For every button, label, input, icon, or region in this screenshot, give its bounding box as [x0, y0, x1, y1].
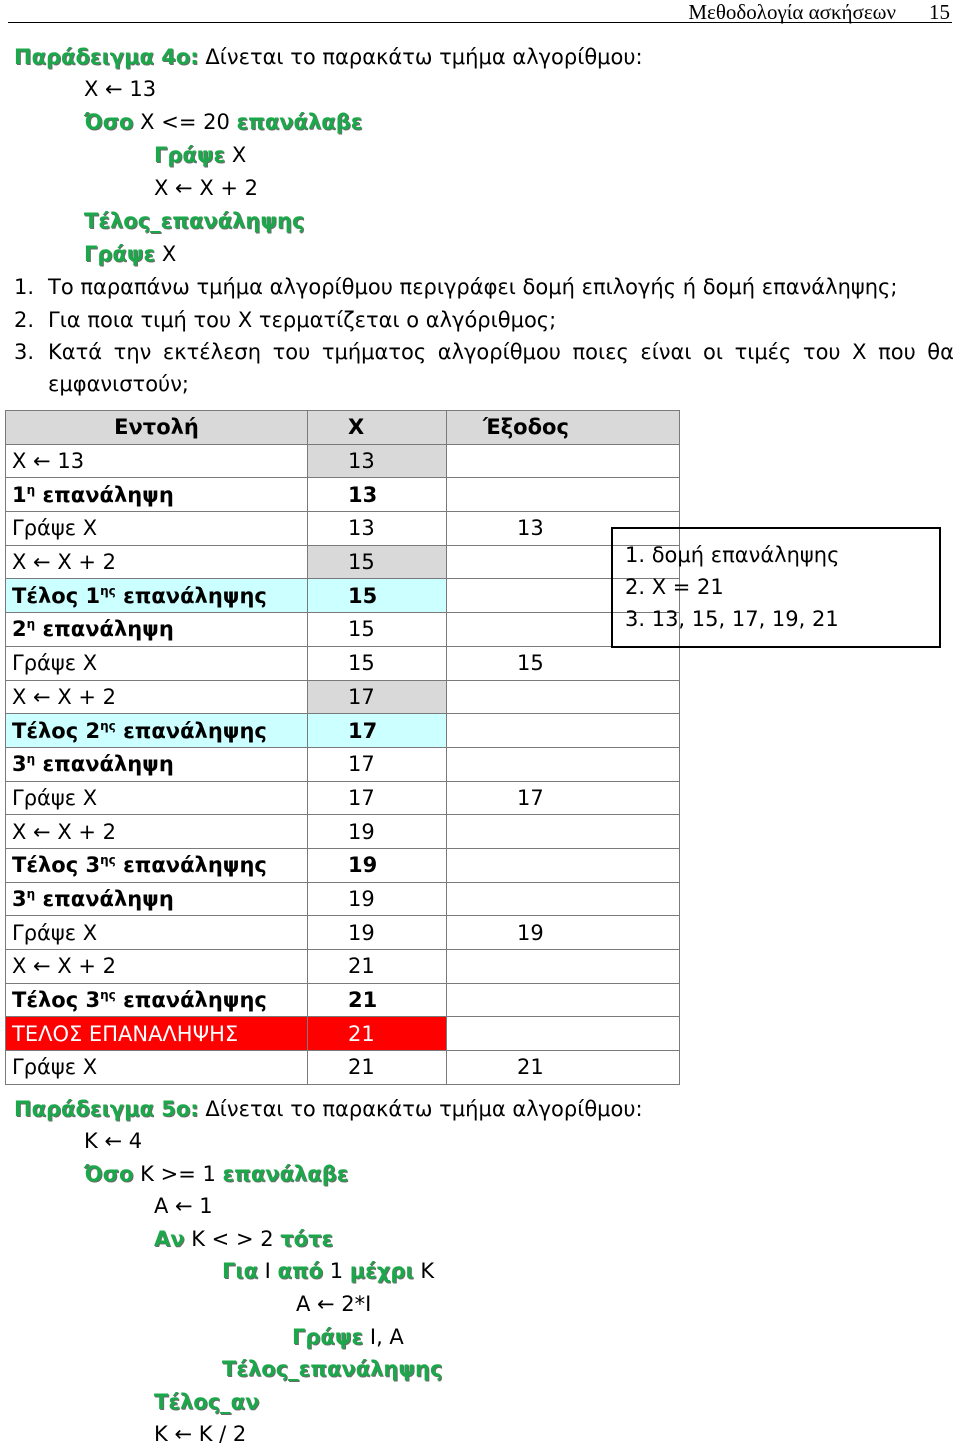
column-header: X	[308, 411, 447, 445]
x-value-cell: 15	[308, 579, 447, 613]
table-row	[6, 512, 680, 546]
trace-table	[5, 410, 680, 1085]
x-value-cell: 21	[308, 950, 447, 984]
output-cell	[447, 680, 680, 714]
command-cell: $3^\eta$ επανάληψη	[6, 882, 308, 916]
example5-code-line	[292, 1324, 404, 1350]
example4-intro: Δίνεται το παρακάτω τμήμα αλγορίθμου:	[205, 45, 643, 69]
x-value-cell: 15	[308, 613, 447, 647]
x-value-cell: 17	[308, 680, 447, 714]
command-cell: Γράψε X	[6, 781, 308, 815]
output-cell	[447, 478, 680, 512]
example4-title: Παράδειγμα 4ο:	[14, 45, 199, 69]
command-cell: Τέλος $3^{\eta\varsigma}$ επανάληψης	[6, 983, 308, 1017]
x-value-cell: 19	[308, 848, 447, 882]
question-item	[14, 369, 189, 399]
table-row	[6, 983, 680, 1017]
x-value-cell: 17	[308, 781, 447, 815]
table-row	[6, 848, 680, 882]
example4-code-line	[84, 208, 304, 234]
command-cell: X ← X + 2	[6, 680, 308, 714]
output-cell: 19	[447, 916, 680, 950]
x-value-cell: 13	[308, 478, 447, 512]
command-cell: $2^\eta$ επανάληψη	[6, 613, 308, 647]
answer-3: 3. 13, 15, 17, 19, 21	[625, 607, 839, 631]
example5-code-line	[296, 1291, 371, 1317]
example5-intro: Δίνεται το παρακάτω τμήμα αλγορίθμου:	[205, 1097, 643, 1121]
code-text: 1	[323, 1259, 350, 1284]
output-cell: 15	[447, 646, 680, 680]
output-cell	[447, 444, 680, 478]
command-cell: Γράψε X	[6, 512, 308, 546]
output-cell: 21	[447, 1051, 680, 1085]
example5-code-line	[154, 1226, 333, 1252]
table-row	[6, 916, 680, 950]
output-cell	[447, 848, 680, 882]
code-keyword: τότε	[280, 1226, 334, 1251]
question-item	[14, 337, 954, 367]
example5-code-line	[222, 1356, 442, 1382]
example5-code-line	[84, 1128, 142, 1154]
command-cell: $1^\eta$ επανάληψη	[6, 478, 308, 512]
command-cell: Γράψε X	[6, 916, 308, 950]
example5-code-line	[222, 1258, 434, 1284]
table-row	[6, 680, 680, 714]
example4-code-line	[84, 76, 156, 102]
table-row	[6, 545, 680, 579]
code-keyword: Αν	[154, 1226, 185, 1251]
output-cell: 13	[447, 512, 680, 546]
table-row	[6, 1017, 680, 1051]
question-number: 1.	[14, 275, 35, 299]
question-item	[14, 272, 897, 302]
x-value-cell: 21	[308, 1051, 447, 1085]
table-row	[6, 613, 680, 647]
x-value-cell: 19	[308, 815, 447, 849]
question-text: Κατά την εκτέλεση του τμήματος αλγορίθμου ποιες είναι οι τιμές του X που θα	[48, 340, 954, 364]
code-text: X	[225, 143, 247, 167]
command-cell: X ← 13	[6, 444, 308, 478]
answers-box	[611, 527, 941, 648]
command-cell: Τέλος $3^{\eta\varsigma}$ επανάληψης	[6, 848, 308, 882]
output-cell: 17	[447, 781, 680, 815]
example4-code-line	[84, 109, 362, 135]
output-cell	[447, 882, 680, 916]
code-text: X	[155, 242, 177, 266]
table-row	[6, 714, 680, 748]
table-header-row	[6, 411, 680, 445]
x-value-cell: 17	[308, 714, 447, 748]
command-cell: X ← X + 2	[6, 815, 308, 849]
example5-code-line	[84, 1161, 348, 1187]
example4-code-line	[154, 142, 246, 168]
code-keyword: Τέλος_επανάληψης	[222, 1357, 443, 1382]
code-text: I	[258, 1259, 278, 1284]
question-item	[14, 305, 556, 335]
table-row	[6, 579, 680, 613]
command-cell: Τέλος $1^{\eta\varsigma}$ επανάληψης	[6, 579, 308, 613]
x-value-cell: 19	[308, 916, 447, 950]
question-text: Για ποια τιμή του X τερματίζεται ο αλγόριθμος;	[48, 308, 557, 332]
code-keyword: Γράψε	[84, 242, 156, 266]
command-cell: Γράψε X	[6, 1051, 308, 1085]
code-keyword: Τέλος_επανάληψης	[84, 209, 305, 233]
code-text: K >= 1	[133, 1161, 223, 1186]
code-keyword: από	[277, 1259, 324, 1284]
output-cell	[447, 983, 680, 1017]
table-row	[6, 815, 680, 849]
code-keyword: επανάλαβε	[222, 1161, 349, 1186]
question-text: εμφανιστούν;	[48, 372, 190, 396]
x-value-cell: 21	[308, 1017, 447, 1051]
header-title: Μεθοδολογία ασκήσεων	[688, 0, 896, 24]
code-keyword: Γράψε	[292, 1324, 364, 1349]
example4-code-line	[84, 241, 176, 267]
table-row	[6, 747, 680, 781]
command-cell: Γράψε X	[6, 646, 308, 680]
code-text: X <= 20	[133, 110, 237, 134]
output-cell	[447, 714, 680, 748]
question-number: 2.	[14, 308, 35, 332]
answer-1: 1. δομή επανάληψης	[625, 543, 840, 567]
code-text: X ← X + 2	[154, 176, 259, 200]
command-cell: X ← X + 2	[6, 950, 308, 984]
example4-heading	[14, 44, 643, 70]
table-row	[6, 1051, 680, 1085]
code-text: A ← 2*I	[296, 1292, 372, 1316]
command-cell: $3^\eta$ επανάληψη	[6, 747, 308, 781]
x-value-cell: 17	[308, 747, 447, 781]
example4-code-line	[154, 175, 258, 201]
x-value-cell: 15	[308, 646, 447, 680]
code-keyword: Για	[222, 1259, 258, 1284]
example5-code-line	[154, 1389, 259, 1415]
table-row	[6, 781, 680, 815]
command-cell: X ← X + 2	[6, 545, 308, 579]
table-row	[6, 478, 680, 512]
code-text: X ← 13	[84, 77, 157, 101]
output-cell	[447, 815, 680, 849]
example5-code-line	[154, 1421, 246, 1447]
code-text: K ← 4	[84, 1129, 143, 1153]
example5-heading	[14, 1096, 643, 1122]
table-row	[6, 646, 680, 680]
code-text: K < > 2	[184, 1226, 281, 1251]
x-value-cell: 19	[308, 882, 447, 916]
command-cell: ΤΕΛΟΣ ΕΠΑΝΑΛΗΨΗΣ	[6, 1017, 308, 1051]
code-keyword: Τέλος_αν	[154, 1389, 260, 1414]
table-row	[6, 882, 680, 916]
command-cell: Τέλος $2^{\eta\varsigma}$ επανάληψης	[6, 714, 308, 748]
output-cell	[447, 1017, 680, 1051]
column-header: Έξοδος	[447, 411, 680, 445]
page-header	[8, 0, 952, 23]
code-text: K	[413, 1259, 435, 1284]
x-value-cell: 21	[308, 983, 447, 1017]
x-value-cell: 13	[308, 444, 447, 478]
output-cell	[447, 950, 680, 984]
example5-code-line	[154, 1193, 213, 1219]
x-value-cell: 15	[308, 545, 447, 579]
code-keyword: Όσο	[84, 110, 134, 134]
code-text: A ← 1	[154, 1194, 213, 1219]
table-row	[6, 444, 680, 478]
table-row	[6, 950, 680, 984]
column-header: Εντολή	[6, 411, 308, 445]
code-keyword: Γράψε	[154, 143, 226, 167]
answer-2: 2. X = 21	[625, 575, 724, 599]
code-keyword: επανάλαβε	[236, 110, 363, 134]
x-value-cell: 13	[308, 512, 447, 546]
page-number: 15	[929, 0, 950, 24]
code-text: K ← K / 2	[154, 1422, 247, 1447]
question-text: Το παραπάνω τμήμα αλγορίθμου περιγράφει δομή επιλογής ή δομή επανάληψης;	[48, 275, 898, 299]
code-keyword: Όσο	[84, 1161, 134, 1186]
output-cell	[447, 747, 680, 781]
code-text: I, A	[363, 1324, 404, 1349]
code-keyword: μέχρι	[349, 1259, 414, 1284]
question-number: 3.	[14, 340, 35, 364]
example5-title: Παράδειγμα 5ο:	[14, 1097, 199, 1121]
